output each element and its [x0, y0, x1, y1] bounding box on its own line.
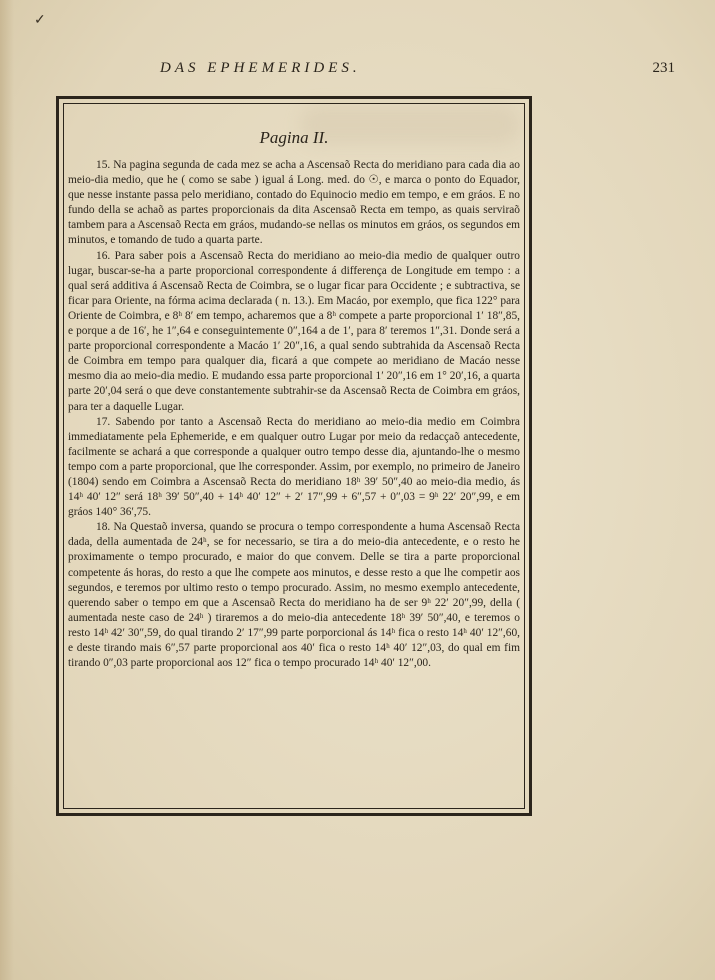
frame-content — [68, 108, 520, 671]
page-number: 231 — [652, 60, 675, 76]
section-title: Pagina II. — [259, 128, 329, 147]
paragraph-16: 16. Para saber pois a Ascensaõ Recta do meridiano ao meio-dia medio de qualquer outro lugar, buscar-se-ha a parte proporcional correspondente á differença de Longitude em tempo : a qual será additiva á Ascensaõ Recta de Coimbra, se o lugar ficar para Occidente ; e subtractiva, se ficar para Oriente, na fórma acima declarada ( n. 13.). Em Macáo, por exemplo, que fica 122° para Oriente de Coimbra, e 8ʰ 8′ em tempo, acharemos que a 8ʰ compete a parte proporcional 1′ 18″,85, e porque a de 16′, he 1″,64 e conseguintemente 0″,164 a de 1′, para 8′ teremos 1″,31. Donde será a parte proporcional correspondente a Macáo 1′ 20″,16, a qual sendo subtrahida da Ascensaõ Recta de Coimbra em tempo para qualquer dia, ficará a que compete ao meridiano de Macáo nesse mesmo dia ao meio-dia medio. E mudando essa parte proporcional 1′ 20″,16 em 1° 20′,16, a quarta parte 20′,04 será o que deve constantemente subtrahir-se da Ascensaõ Recta de Coimbra em gráos, para ter a daquelle Lugar. — [68, 249, 520, 413]
running-head: DAS EPHEMERIDES. — [160, 60, 361, 76]
paragraph-17: 17. Sabendo por tanto a Ascensaõ Recta do meridiano ao meio-dia medio em Coimbra immediatamente pela Ephemeride, e em qualquer outro Lugar por meio da redacçaõ antecedente, facilmente se achará a que corresponde a qualquer outro tempo desse dia, ajuntando-lhe o mesmo tempo com a parte proporcional, que lhe corresponder. Assim, por exemplo, no primeiro de Janeiro (1804) sendo em Coimbra a Ascensaõ Recta do meridiano 18ʰ 39′ 50″,40 ao meio-dia medio, ás 14ʰ 40′ 12″ será 18ʰ 39′ 50″,40 + 14ʰ 40′ 12″ + 2′ 17″,99 + 6″,57 + 0″,03 = 9ʰ 22′ 20″,99, e em gráos 140° 36′,75. — [68, 415, 520, 519]
page-gutter-shadow — [0, 0, 14, 980]
paragraph-18: 18. Na Questaõ inversa, quando se procura o tempo correspondente a huma Ascensaõ Recta dada, della aumentada de 24ʰ, se for necessario, se tira a do meio-dia antecedente, e o resto he proximamente o tempo procurado, e maior do que convem. Delle se tira a parte proporcional competente ás horas, do resto a que lhe compete aos minutos, e desse resto a que lhe competir aos segundos, e teremos por ultimo resto o tempo procurado. Assim, no mesmo exemplo antecedente, querendo saber o tempo em que a Ascensaõ Recta do meridiano ha de ser 9ʰ 22′ 20″,99, della ( aumentada neste caso de 24ʰ ) tiraremos a do meio-dia antecedente 18ʰ 39′ 50″,40, e teremos o resto 14ʰ 42′ 30″,59, do qual tirando 2′ 17″,99 parte porporcional ás 14ʰ fica o resto 14ʰ 40′ 12″,60, e deste tirando mais 6″,57 parte proporcional aos 40′ fica o resto 14ʰ 40′ 12″,03, do qual em fim tirando 0″,03 parte proporcional aos 12″ fica o tempo procurado 14ʰ 40′ 12″,00. — [68, 521, 520, 670]
paragraph-15: 15. Na pagina segunda de cada mez se acha a Ascensaõ Recta do meridiano para cada dia ao meio-dia medio, que he ( como se sabe ) igual á Long. med. do ☉, e marca o ponto do Equador, que nesse instante passa pelo meridiano, contado do Equinocio medio em tempo, e em gráos. E no fundo della se achaõ as partes proporcionais da dita Ascensaõ Recta em tempo, as quais serviraõ tambem para a Ascensaõ Recta em gráos, mudando-se nellas os minutos em gráos, os segundos em minutos, e tomando de tudo a quarta parte. — [68, 159, 520, 247]
corner-mark: ✓ — [34, 12, 46, 28]
